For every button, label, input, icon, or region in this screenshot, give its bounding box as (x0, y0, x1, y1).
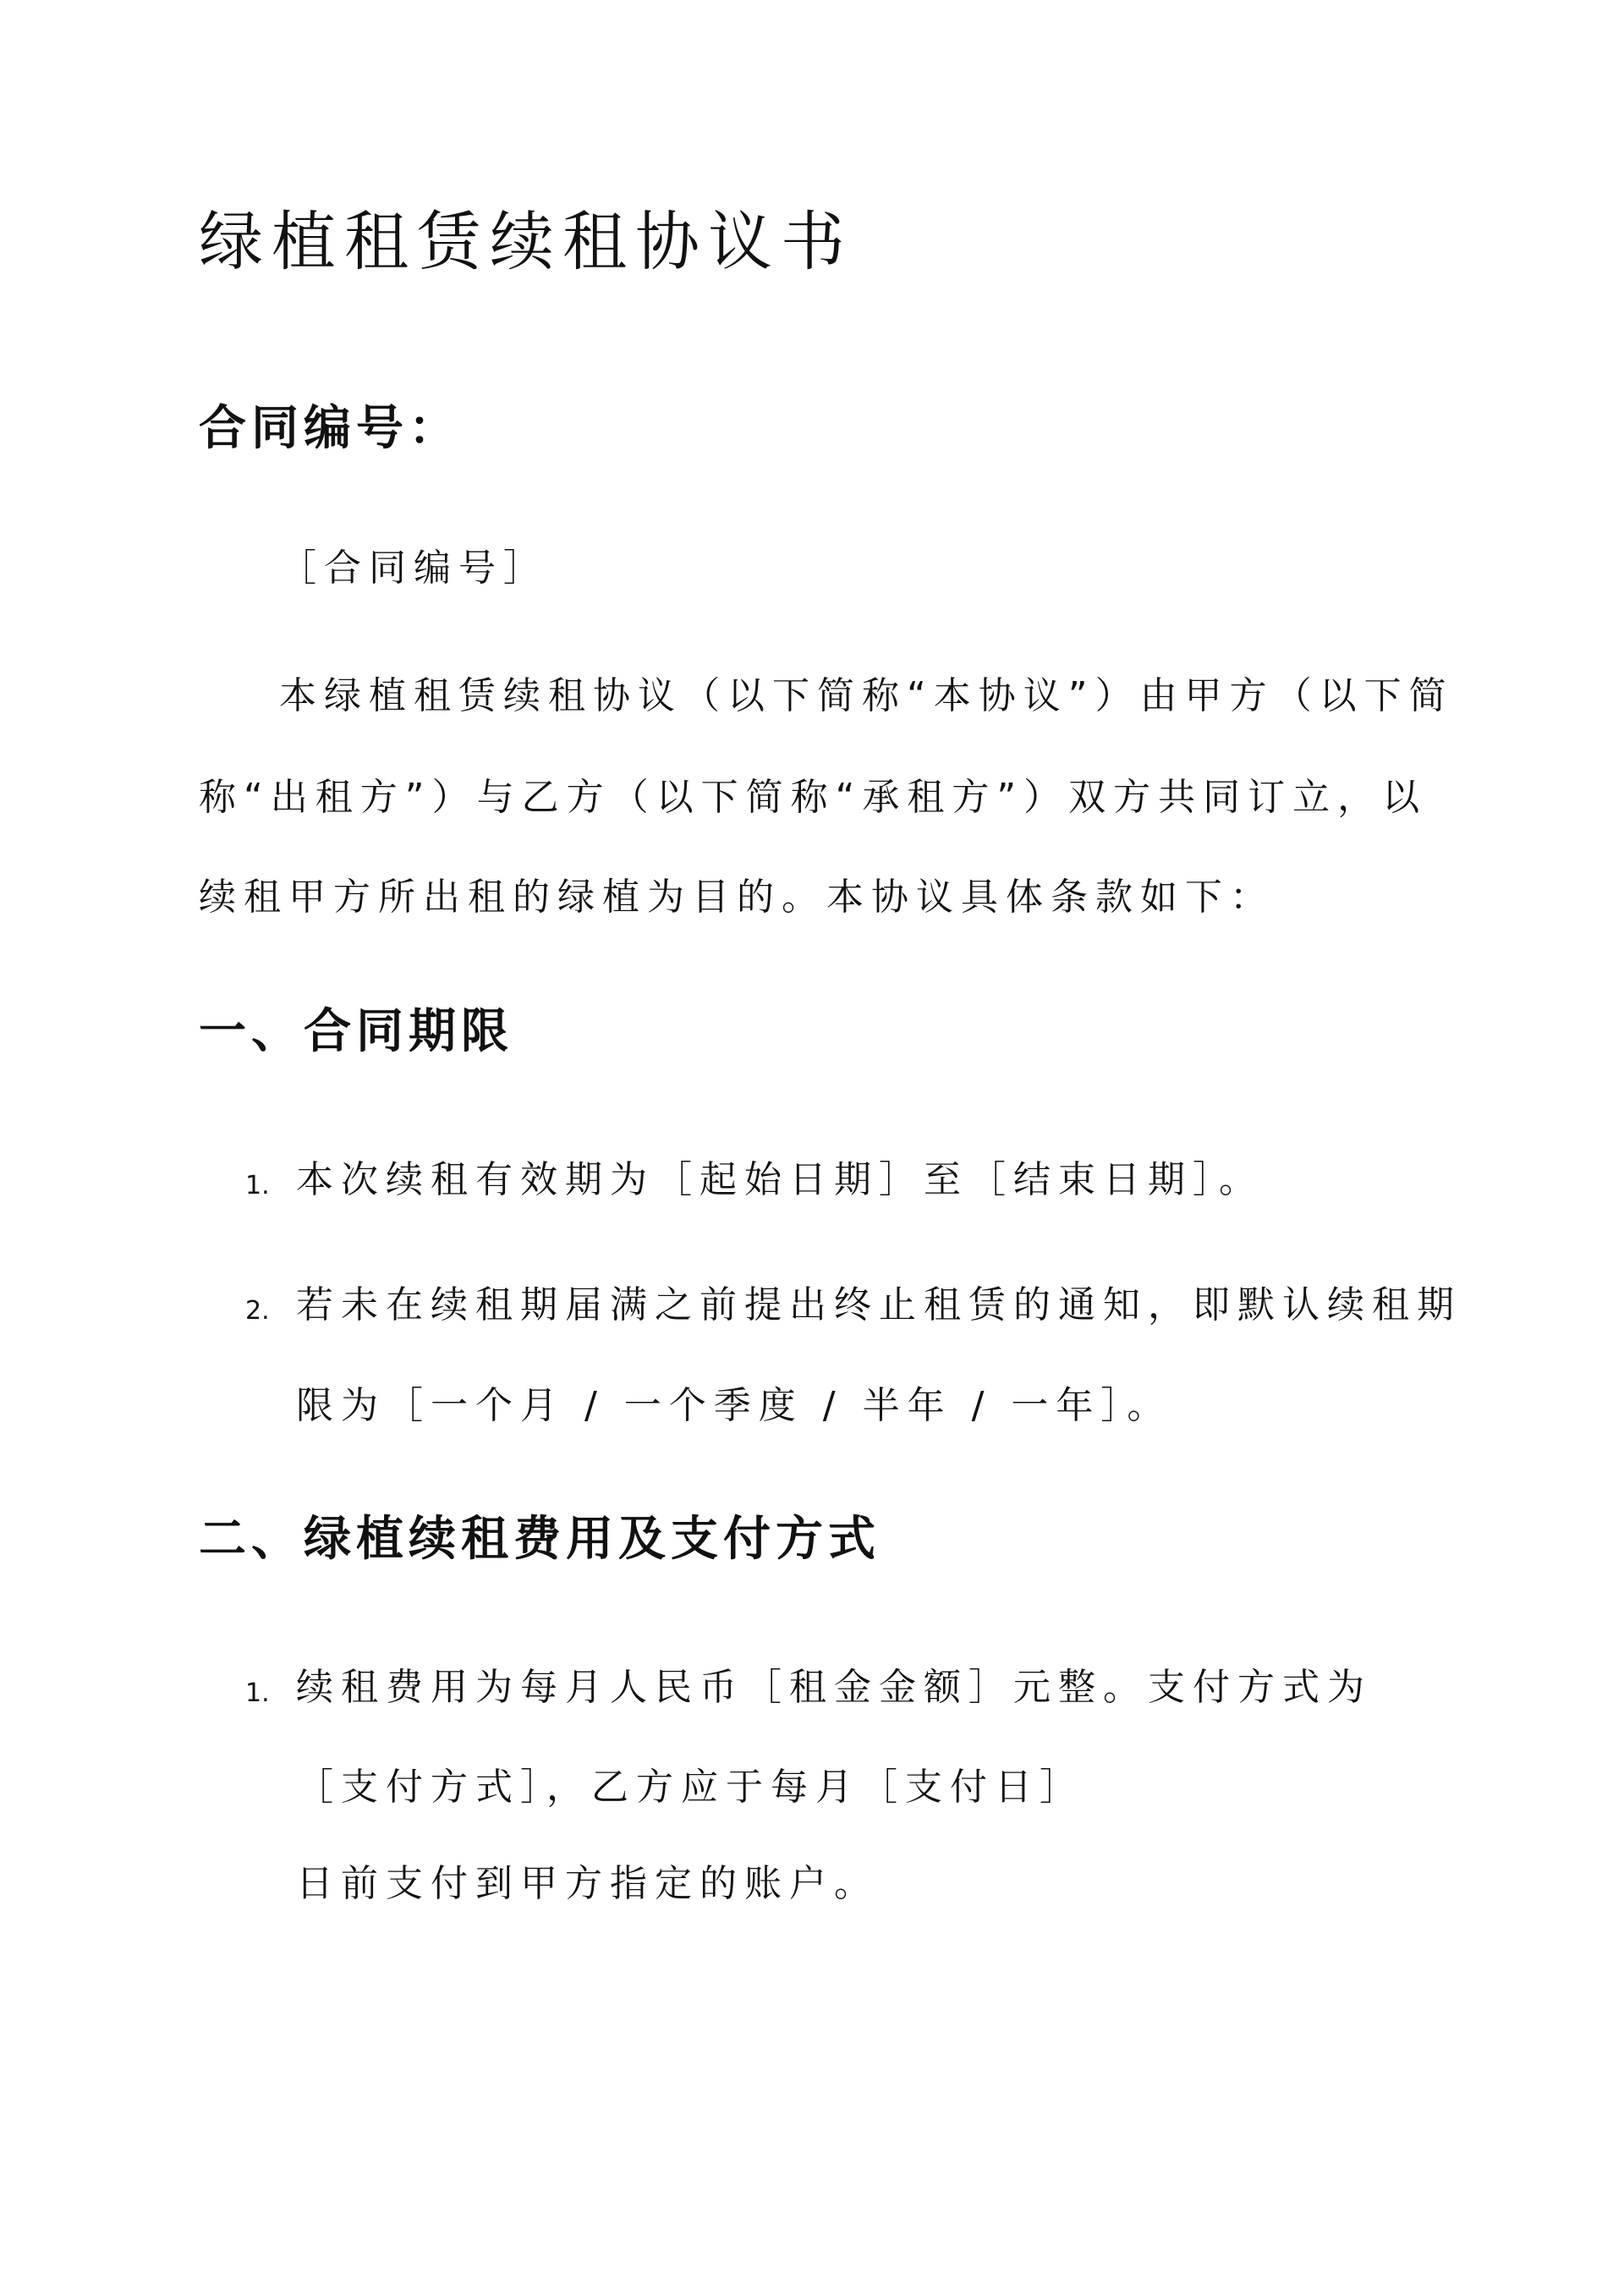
section-1-item-1-number: 1. (245, 1171, 270, 1200)
intro-paragraph-line-2: 称“出租方”）与乙方（以下简称“承租方”）双方共同订立，以 (199, 776, 1428, 819)
intro-paragraph-line-3: 续租甲方所出租的绿植为目的。本协议具体条款如下： (199, 876, 1275, 919)
section-1-item-2-line-2: 限为［一个月 / 一个季度 / 半年 / 一年］。 (296, 1384, 1172, 1427)
section-1-heading: 一、合同期限 (199, 1004, 513, 1059)
section-2-item-1-line-1: 续租费用为每月人民币［租金金额］元整。支付方式为 (296, 1666, 1372, 1709)
contract-number-heading: 合同编号： (199, 401, 461, 456)
section-1-item-1-text: 本次续租有效期为［起始日期］至［结束日期］。 (296, 1158, 1264, 1201)
section-2-item-1-number: 1. (245, 1678, 270, 1708)
section-2-heading: 二、绿植续租费用及支付方式 (199, 1512, 881, 1567)
intro-paragraph-line-1: 本绿植租赁续租协议（以下简称“本协议”）由甲方（以下简 (279, 674, 1454, 717)
contract-number-value: ［合同编号］ (279, 547, 548, 590)
section-1-item-2-line-1: 若未在续租期届满之前提出终止租赁的通知，即默认续租期 (296, 1283, 1462, 1327)
section-2-item-1-line-2: ［支付方式］，乙方应于每月［支付日］ (296, 1766, 1084, 1809)
document-title: 绿植租赁续租协议书 (199, 204, 853, 279)
section-1-item-2-number: 2. (245, 1296, 270, 1326)
section-2-item-1-line-3: 日前支付到甲方指定的账户。 (296, 1862, 879, 1905)
